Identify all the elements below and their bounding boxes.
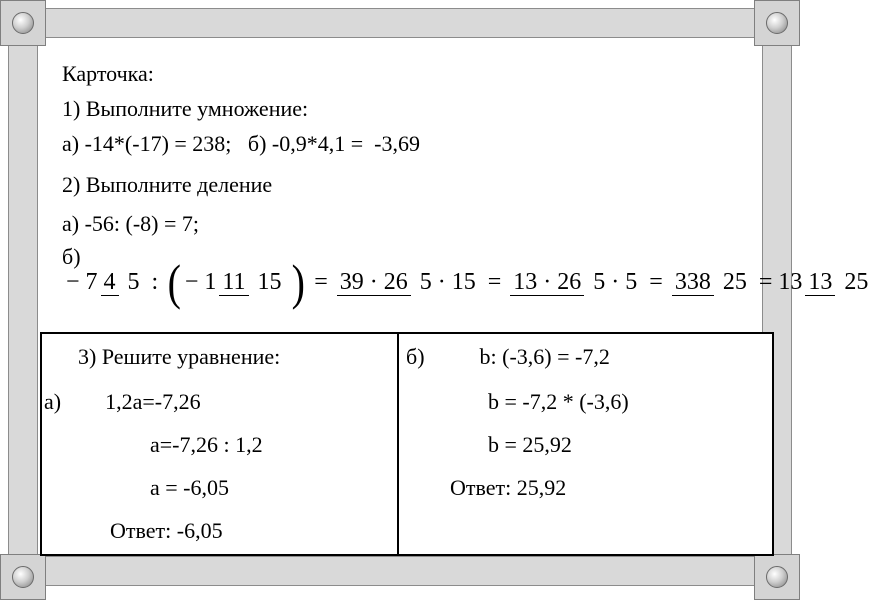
fraction-product-2: [510, 268, 640, 296]
fraction-denominator: 25: [722, 269, 747, 295]
formula-minus-one: − 1: [184, 268, 217, 295]
fraction-4-5: [101, 268, 143, 296]
frame-bottom-bar: [0, 556, 800, 586]
frame-left-bar: [8, 0, 38, 600]
corner-knob-icon: [766, 12, 788, 34]
fraction-denominator: 5 · 5: [593, 269, 638, 295]
fraction-11-15: [219, 268, 284, 296]
corner-top-left: [0, 0, 46, 46]
fraction-denominator: 5: [127, 269, 140, 295]
fraction-numerator: 11: [219, 269, 248, 296]
equals-sign: =: [649, 268, 663, 295]
fraction-numerator: 39 · 26: [337, 269, 411, 296]
fraction-denominator: 15: [257, 269, 282, 295]
fraction-denominator: 25: [844, 269, 869, 295]
equals-sign: =: [487, 268, 502, 295]
fraction-numerator: 13 · 26: [510, 269, 584, 296]
left-equation-line-3: a = -6,05: [150, 475, 229, 500]
table-column-divider: [397, 334, 399, 554]
right-equation-line-2: b = -7,2 * (-3,6): [488, 389, 629, 414]
mixed-number-whole: 13: [778, 268, 803, 295]
left-equation-line-2: a=-7,26 : 1,2: [150, 432, 263, 457]
equals-sign: =: [758, 268, 773, 295]
left-paren-icon: (: [167, 254, 182, 310]
task2-heading: 2) Выполните деление: [62, 172, 273, 197]
right-equation-line-3: b = 25,92: [488, 432, 572, 457]
right-equation-line-b: б) b: (-3,6) = -7,2: [406, 344, 610, 369]
corner-bottom-right: [754, 554, 800, 600]
equals-sign: =: [314, 268, 328, 295]
fraction-numerator: 13: [805, 269, 835, 296]
frame-top-bar: [0, 8, 800, 38]
left-answer: Ответ: -6,05: [110, 518, 223, 543]
fraction-numerator: 338: [672, 269, 714, 296]
task1-heading: 1) Выполните умножение:: [62, 96, 309, 121]
left-equation-line-a: а) 1,2a=-7,26: [44, 389, 201, 414]
right-answer: Ответ: 25,92: [450, 475, 567, 500]
table-left-heading: 3) Решите уравнение:: [78, 344, 281, 369]
task2-part-b-label: б): [62, 244, 81, 269]
card-title: Карточка:: [62, 61, 154, 86]
corner-knob-icon: [12, 12, 34, 34]
task2-part-a: а) -56: (-8) = 7;: [62, 211, 200, 236]
fraction-338-25: [672, 268, 750, 296]
corner-knob-icon: [12, 566, 34, 588]
task1-solutions: а) -14*(-17) = 238; б) -0,9*4,1 = -3,69: [62, 131, 420, 156]
corner-bottom-left: [0, 554, 46, 600]
fraction-product-1: [337, 268, 479, 296]
fraction-13-25: [805, 268, 871, 296]
fraction-denominator: 5 · 15: [419, 269, 476, 295]
right-paren-icon: ): [291, 254, 305, 310]
formula-minus-seven: − 7: [66, 268, 98, 295]
corner-top-right: [754, 0, 800, 46]
formula-colon: :: [151, 268, 159, 295]
fraction-numerator: 4: [101, 269, 119, 296]
equation-table: [40, 332, 774, 556]
corner-knob-icon: [766, 566, 788, 588]
division-formula: [66, 247, 874, 317]
